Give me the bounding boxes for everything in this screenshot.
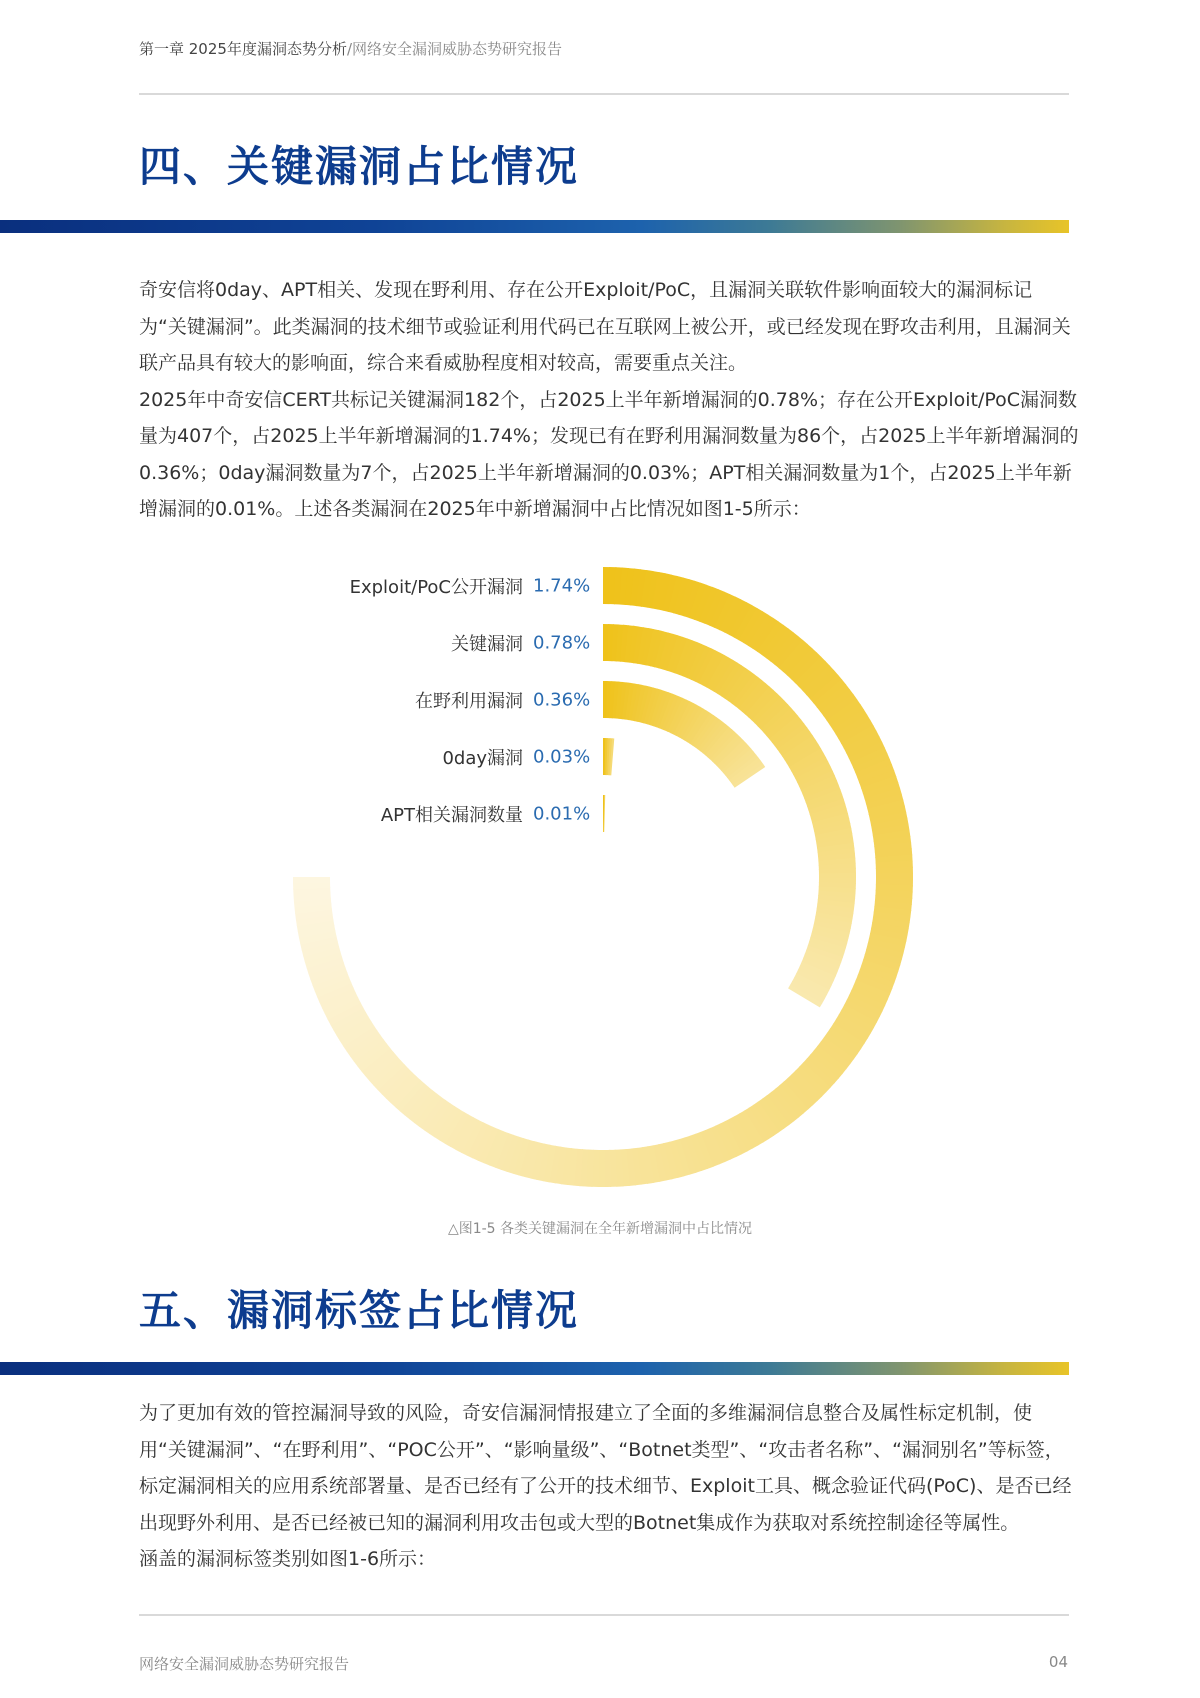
category-label: APT相关漏洞数量: [380, 804, 523, 826]
section-4-title: 四、关键漏洞占比情况: [139, 142, 580, 191]
footer-divider: [139, 1614, 1069, 1616]
section-5-title: 五、漏洞标签占比情况: [139, 1286, 580, 1335]
bar-segment: [293, 877, 330, 883]
paragraph: 涵盖的漏洞标签类别如图1-6所示：: [139, 1548, 437, 1570]
radial-bar-4: [603, 795, 605, 832]
section-5-body: [139, 1395, 1079, 1578]
header-separator: /: [346, 40, 353, 58]
footer-report-title: 网络安全漏洞威胁态势研究报告: [139, 1655, 350, 1673]
category-label: 关键漏洞: [451, 633, 523, 655]
page-number: 04: [1048, 1653, 1068, 1671]
paragraph: 2025年中奇安信CERT共标记关键漏洞182个，占2025上半年新增漏洞的0.78%；存在公开Exploit/PoC漏洞数量为407个，占2025上半年新增漏洞的1.74%；发现已有在野利用漏洞数量为86个，占2025上半年新增漏洞的0.36%；0day漏洞数量为7个，占2025上半年新增漏洞的0.03%；APT相关漏洞数量为1个，占2025上半年新增漏洞的0.01%。上述各类漏洞在2025年中新增漏洞中占比情况如图1-5所示：: [139, 388, 1079, 520]
category-label: 在野利用漏洞: [415, 690, 523, 712]
value-label: 1.74%: [533, 575, 591, 596]
category-label: 0day漏洞: [442, 747, 523, 769]
paragraph: 奇安信将0day、APT相关、发现在野利用、存在公开Exploit/PoC，且漏洞关联软件影响面较大的漏洞标记为“关键漏洞”。此类漏洞的技术细节或验证利用代码已在互联网上被公开，或已经发现在野攻击利用，且漏洞关联产品具有较大的影响面，综合来看威胁程度相对较高，需要重点关注。: [139, 279, 1071, 374]
section-5-gradient-bar: [0, 1362, 1069, 1375]
figure-caption: △图1-5 各类关键漏洞在全年新增漏洞中占比情况: [447, 1221, 753, 1237]
category-label: Exploit/PoC公开漏洞: [349, 576, 523, 598]
value-label: 0.36%: [533, 689, 591, 710]
value-label: 0.01%: [533, 803, 591, 824]
paragraph: 为了更加有效的管控漏洞导致的风险，奇安信漏洞情报建立了全面的多维漏洞信息整合及属性标定机制，使用“关键漏洞”、“在野利用”、“POC公开”、“影响量级”、“Botnet类型”、“攻击者名称”、“漏洞别名”等标签，标定漏洞相关的应用系统部署量、是否已经有了公开的技术细节、Exploit工具、概念验证代码(PoC)、是否已经出现野外利用、是否已经被已知的漏洞利用攻击包或大型的Botnet集成作为获取对系统控制途径等属性。: [139, 1402, 1072, 1534]
value-label: 0.03%: [533, 746, 591, 767]
value-label: 0.78%: [533, 632, 591, 653]
chapter-title: 第一章 2025年度漏洞态势分析: [139, 40, 347, 58]
radial-bar-3: [603, 738, 614, 775]
report-title: 网络安全漏洞威胁态势研究报告: [352, 40, 563, 58]
